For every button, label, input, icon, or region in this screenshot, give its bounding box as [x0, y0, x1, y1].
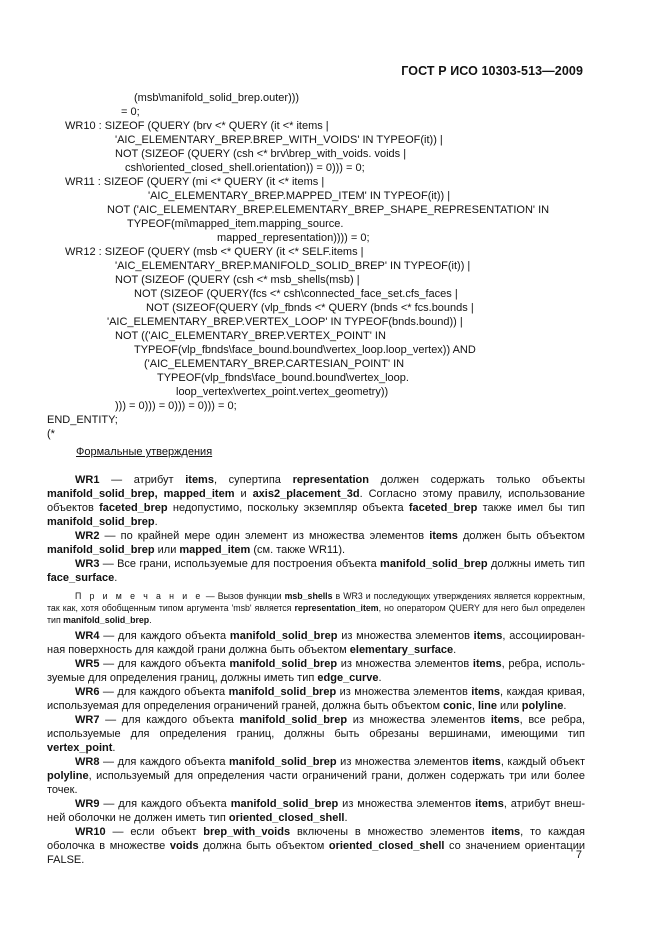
code-line: 'AIC_ELEMENTARY_BREP.MAPPED_ITEM' IN TYPEOF(it)) |: [148, 190, 451, 202]
paragraph-wr1: WR1 — атрибут items, супертипа representation должен содержать только объекты manifold_solid_brep, mapped_item и axis2_placement_3d. Согласно этому правилу, использование объектов faceted_brep недопустимо, поскольку экземпляр объекта faceted_brep также имел бы тип manifold_solid_brep.: [47, 474, 585, 528]
paragraph-wr2: WR2 — по крайней мере один элемент из множества элементов items должен быть объектом manifold_solid_brep или mapped_item (см. также WR11).: [47, 530, 585, 556]
code-line: mapped_representation)))) = 0;: [217, 232, 370, 244]
code-line: 'AIC_ELEMENTARY_BREP.BREP_WITH_VOIDS' IN TYPEOF(it)) |: [115, 134, 443, 146]
code-line: (msb\manifold_solid_brep.outer))): [134, 92, 300, 104]
code-line: (*: [47, 428, 55, 440]
paragraph-wr5: WR5 — для каждого объекта manifold_solid_brep из множества элементов items, ребра, используемые для определения границ, должны иметь тип edge_curve.: [47, 658, 586, 684]
code-line: WR11 : SIZEOF (QUERY (mi <* QUERY (it <* items |: [65, 176, 325, 188]
code-line: WR10 : SIZEOF (QUERY (brv <* QUERY (it <* items |: [65, 120, 329, 132]
code-line: NOT (SIZEOF(QUERY (vlp_fbnds <* QUERY (bnds <* fcs.bounds |: [146, 302, 474, 314]
paragraph-wr10: WR10 — если объект brep_with_voids включены в множество элементов items, то каждая оболочка в множестве voids должна быть объектом oriented_closed_shell со значением ориентации FALSE.: [47, 826, 585, 866]
code-line: NOT (SIZEOF (QUERY (csh <* msb_shells(msb) |: [115, 274, 360, 286]
page-number: 7: [575, 849, 582, 861]
code-line: 'AIC_ELEMENTARY_BREP.VERTEX_LOOP' IN TYPEOF(bnds.bound)) |: [107, 316, 463, 328]
code-line: NOT (('AIC_ELEMENTARY_BREP.VERTEX_POINT' IN: [115, 330, 386, 342]
paragraph-wr9: WR9 — для каждого объекта manifold_solid_brep из множества элементов items, атрибут внешней оболочки не должен иметь тип oriented_closed_shell.: [47, 798, 585, 824]
paragraph-wr8: WR8 — для каждого объекта manifold_solid_brep из множества элементов items, каждый объект polyline, используемый для определения части ограничений грани, должен содержать три или более точек.: [47, 756, 586, 796]
code-line: ('AIC_ELEMENTARY_BREP.CARTESIAN_POINT' IN: [144, 358, 405, 370]
code-line: TYPEOF(vlp_fbnds\face_bound.bound\vertex_loop.: [157, 372, 409, 384]
code-line: END_ENTITY;: [47, 414, 118, 426]
paragraph-wr3: WR3 — Все грани, используемые для построения объекта manifold_solid_brep должны иметь тип face_surface.: [47, 558, 585, 584]
code-line: WR12 : SIZEOF (QUERY (msb <* QUERY (it <* SELF.items |: [65, 246, 364, 258]
code-line: 'AIC_ELEMENTARY_BREP.MANIFOLD_SOLID_BREP' IN TYPEOF(it)) |: [115, 260, 471, 272]
code-line: NOT (SIZEOF (QUERY (csh <* brv\brep_with_voids. voids |: [115, 148, 407, 160]
section-title: Формальные утверждения: [76, 446, 213, 458]
code-line: NOT (SIZEOF (QUERY(fcs <* csh\connected_face_set.cfs_faces |: [134, 288, 458, 300]
code-line: TYPEOF(vlp_fbnds\face_bound.bound\vertex_loop.loop_vertex)) AND: [134, 344, 476, 356]
code-line: ))) = 0))) = 0))) = 0))) = 0;: [115, 400, 237, 412]
note-paragraph: П р и м е ч а н и е — Вызов функции msb_shells в WR3 и последующих утверждениях является корректным, так как, хотя обобщенным типом аргумента 'msb' является representation_item, но оператором QUERY для него был определен тип manifold_solid_brep.: [47, 591, 586, 625]
document-header: ГОСТ Р ИСО 10303-513—2009: [401, 64, 583, 78]
paragraph-wr7: WR7 — для каждого объекта manifold_solid_brep из множества элементов items, все ребра, используемые для определения границ, должны быть обрезаны вершинами, имеющими тип vertex_point.: [47, 714, 586, 754]
code-line: loop_vertex\vertex_point.vertex_geometry)): [176, 386, 389, 398]
paragraph-wr6: WR6 — для каждого объекта manifold_solid_brep из множества элементов items, каждая кривая, используемая для определения ограничений граней, должна быть объектом conic, line или polyline.: [47, 686, 586, 712]
code-line: TYPEOF(mi\mapped_item.mapping_source.: [127, 218, 344, 230]
code-line: csh\oriented_closed_shell.orientation)) = 0))) = 0;: [125, 162, 365, 174]
code-line: NOT ('AIC_ELEMENTARY_BREP.ELEMENTARY_BREP_SHAPE_REPRESENTATION' IN: [107, 204, 550, 216]
code-line: = 0;: [121, 106, 140, 118]
paragraph-wr4: WR4 — для каждого объекта manifold_solid_brep из множества элементов items, ассоциированная поверхность для каждой грани должна быть объектом elementary_surface.: [47, 630, 585, 656]
